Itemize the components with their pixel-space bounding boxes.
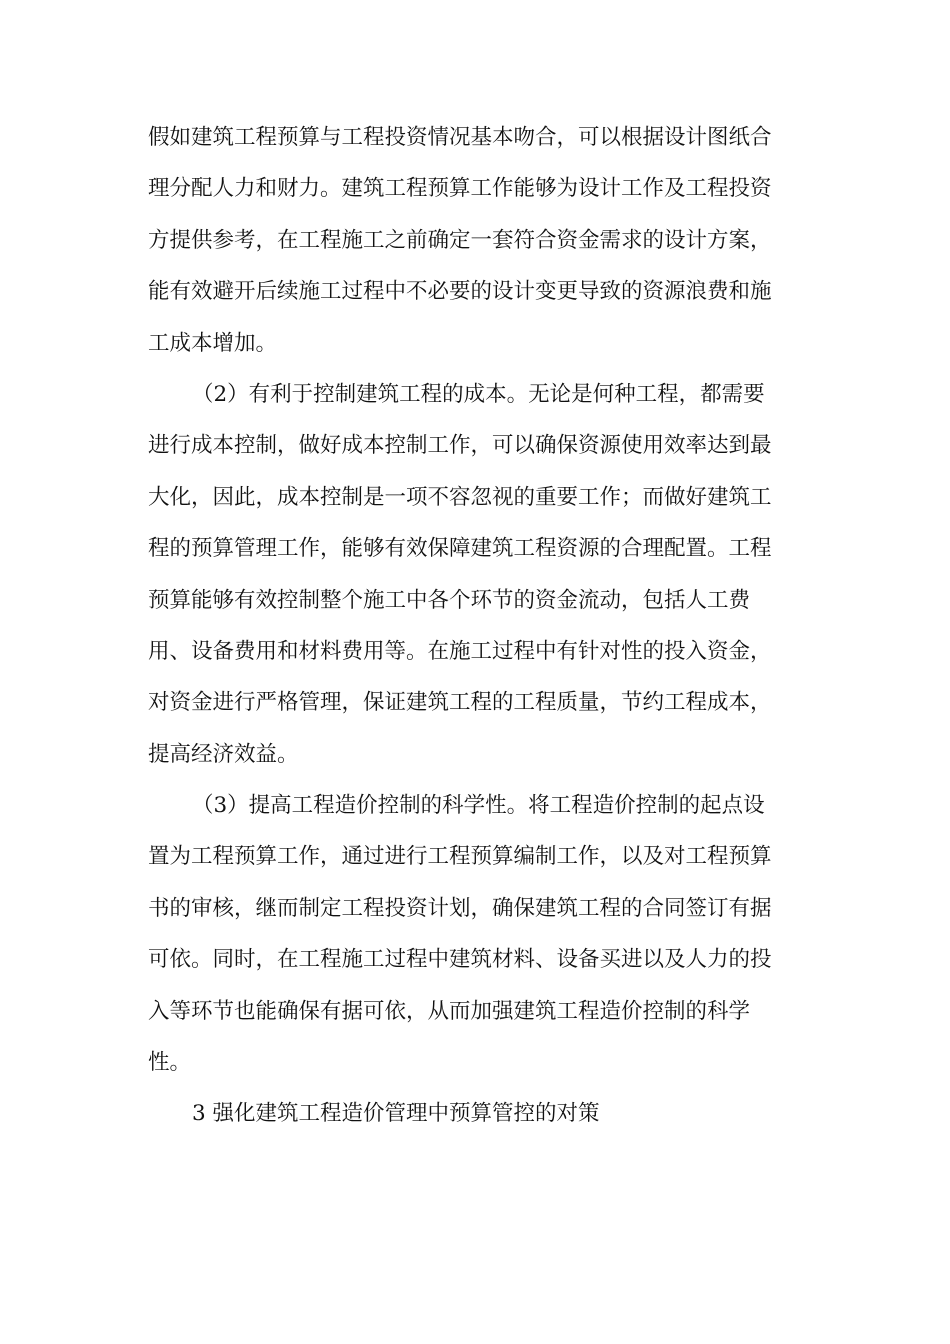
text-line: 能有效避开后续施工过程中不必要的设计变更导致的资源浪费和施 <box>148 279 772 305</box>
text-line: 置为工程预算工作，通过进行工程预算编制工作，以及对工程预算 <box>148 844 772 870</box>
text-line: 入等环节也能确保有据可依，从而加强建筑工程造价控制的科学 <box>148 998 751 1024</box>
text-line: 用、设备费用和材料费用等。在施工过程中有针对性的投入资金， <box>148 638 772 664</box>
text-line: 理分配人力和财力。建筑工程预算工作能够为设计工作及工程投资 <box>148 176 772 202</box>
text-line: 进行成本控制，做好成本控制工作，可以确保资源使用效率达到最 <box>148 433 772 459</box>
body-text <box>148 112 800 1140</box>
section-heading: 3 强化建筑工程造价管理中预算管控的对策 <box>192 1101 600 1127</box>
paragraph-3-first-line: （3）提高工程造价控制的科学性。将工程造价控制的起点设 <box>192 793 765 819</box>
text-line: 大化，因此，成本控制是一项不容忽视的重要工作；而做好建筑工 <box>148 484 772 510</box>
text-line: 对资金进行严格管理，保证建筑工程的工程质量，节约工程成本， <box>148 690 772 716</box>
text-line: 假如建筑工程预算与工程投资情况基本吻合，可以根据设计图纸合 <box>148 125 772 150</box>
text-line: 可依。同时，在工程施工过程中建筑材料、设备买进以及人力的投 <box>148 947 772 973</box>
text-line: 提高经济效益。 <box>148 741 299 767</box>
text-line: 工成本增加。 <box>148 330 278 356</box>
paragraph-2-first-line: （2）有利于控制建筑工程的成本。无论是何种工程，都需要 <box>192 381 765 407</box>
text-line: 方提供参考，在工程施工之前确定一套符合资金需求的设计方案， <box>148 227 772 253</box>
text-line: 程的预算管理工作，能够有效保障建筑工程资源的合理配置。工程 <box>148 536 772 562</box>
text-line: 性。 <box>148 1050 192 1076</box>
text-line: 预算能够有效控制整个施工中各个环节的资金流动，包括人工费 <box>148 587 751 613</box>
text-line: 书的审核，继而制定工程投资计划，确保建筑工程的合同签订有据 <box>148 895 772 921</box>
